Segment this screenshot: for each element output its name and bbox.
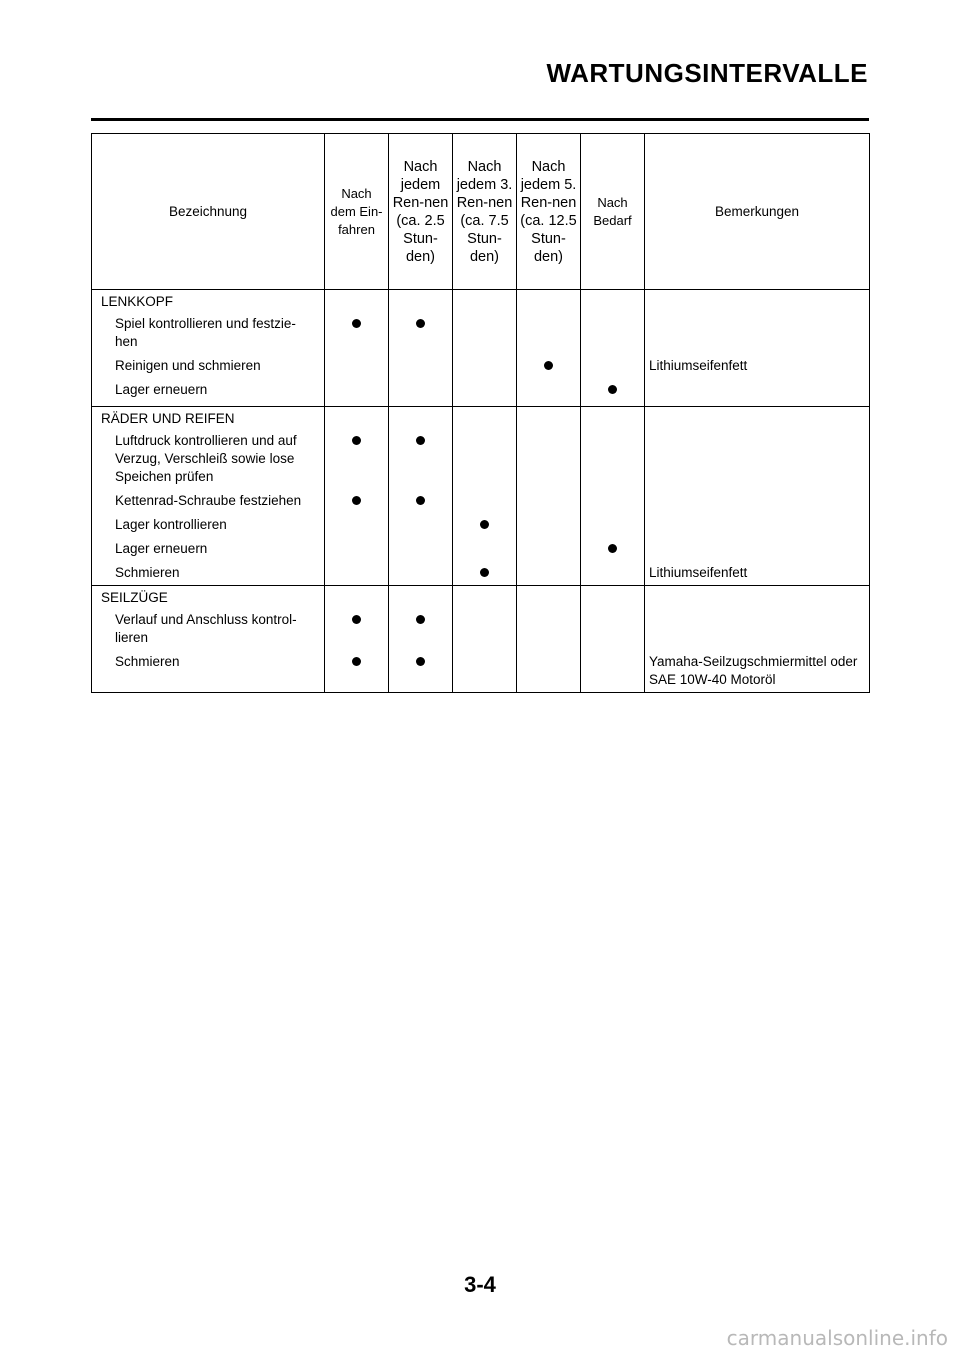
col3-cell (453, 407, 517, 586)
col1-cell (325, 290, 389, 407)
section-name-cell (92, 407, 325, 586)
header-nach-jedem-rennen: Nach jedem Ren-nen (ca. 2.5 Stun-den) (389, 134, 453, 290)
header-bemerkungen: Bemerkungen (645, 134, 870, 290)
watermark: carmanualsonline.info (726, 1326, 948, 1350)
maintenance-dot (416, 615, 425, 624)
maintenance-dot (608, 385, 617, 394)
col5-cell (581, 407, 645, 586)
maintenance-dot (544, 361, 553, 370)
item-label: Verlauf und Anschluss kontrol-lieren (115, 612, 297, 645)
item-label: Reinigen und schmieren (115, 358, 261, 373)
maintenance-dot (416, 657, 425, 666)
remark-text: Yamaha-Seilzugschmiermittel oder SAE 10W-40 Motoröl (649, 654, 858, 687)
remarks-cell (645, 290, 870, 407)
maintenance-dot (416, 319, 425, 328)
maintenance-dot (416, 436, 425, 445)
col2-cell (389, 586, 453, 693)
col5-cell (581, 586, 645, 693)
category-label: RÄDER UND REIFEN (101, 411, 235, 426)
maintenance-dot (352, 615, 361, 624)
item-label: Spiel kontrollieren und festzie-hen (115, 316, 296, 349)
header-nach-bedarf: Nach Bedarf (581, 134, 645, 290)
remark-text: Lithiumseifenfett (649, 565, 748, 580)
section-lenkkopf (92, 290, 870, 407)
header-nach-jedem-5-rennen: Nach jedem 5. Ren-nen (ca. 12.5 Stun-den) (517, 134, 581, 290)
col2-cell (389, 407, 453, 586)
remarks-cell (645, 586, 870, 693)
maintenance-table (91, 133, 870, 693)
remarks-cell (645, 407, 870, 586)
maintenance-dot (352, 657, 361, 666)
header-bezeichnung: Bezeichnung (92, 134, 325, 290)
col3-cell (453, 586, 517, 693)
category-label: LENKKOPF (101, 294, 174, 309)
page-number: 3-4 (464, 1272, 496, 1297)
item-label: Schmieren (115, 565, 180, 580)
col5-cell (581, 290, 645, 407)
col2-cell (389, 290, 453, 407)
section-raeder-und-reifen (92, 407, 870, 586)
section-name-cell (92, 586, 325, 693)
maintenance-dot (352, 436, 361, 445)
maintenance-dot (352, 319, 361, 328)
col4-cell (517, 290, 581, 407)
maintenance-dot (416, 496, 425, 505)
col1-cell (325, 407, 389, 586)
section-name-cell (92, 290, 325, 407)
item-label: Schmieren (115, 654, 180, 669)
maintenance-dot (352, 496, 361, 505)
item-label: Lager erneuern (115, 541, 208, 556)
item-label: Luftdruck kontrollieren und auf Verzug, Verschleiß sowie lose Speichen prüfen (115, 433, 297, 484)
title-rule (91, 118, 869, 121)
item-label: Lager kontrollieren (115, 517, 227, 532)
header-nach-einfahren: Nach dem Ein-fahren (325, 134, 389, 290)
item-label: Kettenrad-Schraube festziehen (115, 493, 302, 508)
page-title: WARTUNGSINTERVALLE (546, 58, 868, 88)
category-label: SEILZÜGE (101, 590, 168, 605)
maintenance-dot (480, 520, 489, 529)
maintenance-dot (480, 568, 489, 577)
header-nach-jedem-3-rennen: Nach jedem 3. Ren-nen (ca. 7.5 Stun-den) (453, 134, 517, 290)
col3-cell (453, 290, 517, 407)
col4-cell (517, 586, 581, 693)
item-label: Lager erneuern (115, 382, 208, 397)
maintenance-dot (608, 544, 617, 553)
section-seilzuege (92, 586, 870, 693)
col1-cell (325, 586, 389, 693)
remark-text: Lithiumseifenfett (649, 358, 748, 373)
col4-cell (517, 407, 581, 586)
